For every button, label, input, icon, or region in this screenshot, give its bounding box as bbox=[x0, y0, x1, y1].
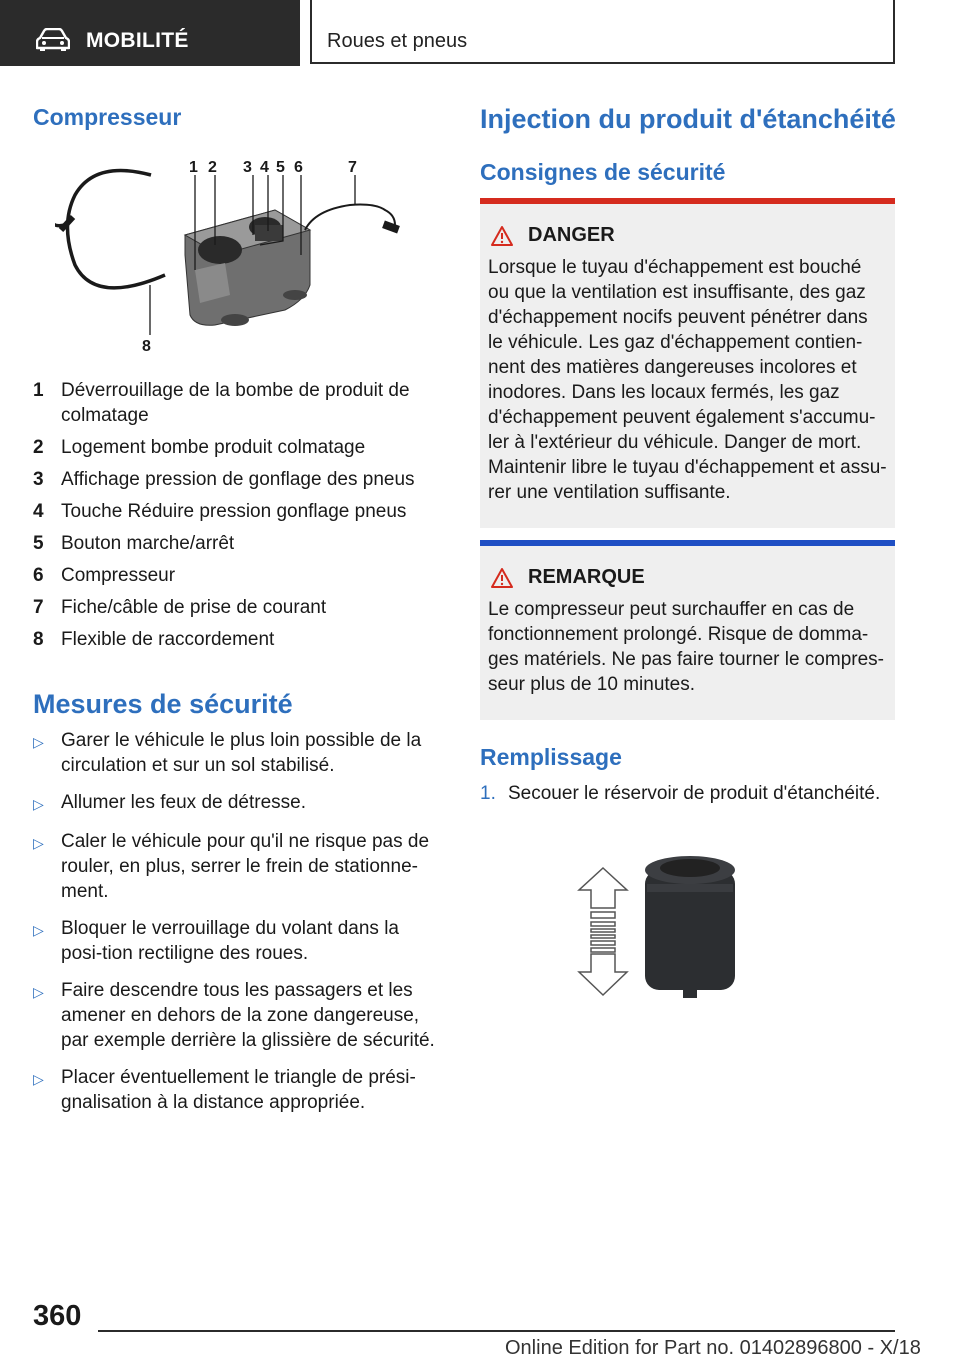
shake-canister-illustration bbox=[575, 850, 755, 1010]
callout-1: 1 bbox=[189, 159, 198, 176]
chapter-box bbox=[310, 0, 895, 64]
notice-bar bbox=[480, 540, 895, 546]
danger-text: Lorsque le tuyau d'échappement est bouché ou que la ventilation est insuffisante, des gaz d'échappement nocifs peuvent pénétrer dans le véhicule. Les gaz d'échappement contien‐nent des matières dangereuses incolores et inodores. Dans les locaux fermés, les gaz d'échappement peuvent également s'accumu‐ler à l'extérieur du véhicule. Danger de mort. Maintenir libre le tuyau d'échappement et assu‐rer une ventilation suffisante. bbox=[488, 257, 887, 503]
callout-7: 7 bbox=[348, 159, 357, 176]
danger-title: DANGER bbox=[490, 224, 887, 247]
safety-item: ▷ Placer éventuellement le triangle de prési‐gnalisation à la distance appropriée. bbox=[33, 1067, 416, 1113]
compressor-illustration bbox=[55, 155, 415, 360]
legend-item: 2 Logement bombe produit colmatage bbox=[33, 437, 366, 458]
page-header bbox=[0, 0, 960, 66]
safety-item: ▷ Faire descendre tous les passagers et les amener en dehors de la zone dangereuse, par exemple derrière la glissière de sécurité. bbox=[33, 980, 435, 1051]
compressor-legend bbox=[33, 378, 443, 659]
shake-arrow-icon bbox=[579, 868, 627, 995]
footer-divider bbox=[98, 1330, 895, 1332]
callout-4: 4 bbox=[260, 159, 269, 176]
bullet-triangle-icon: ▷ bbox=[33, 1071, 44, 1087]
callout-3: 3 bbox=[243, 159, 252, 176]
callout-8: 8 bbox=[142, 338, 151, 355]
bullet-triangle-icon: ▷ bbox=[33, 922, 44, 938]
callout-6: 6 bbox=[294, 159, 303, 176]
safety-list bbox=[33, 728, 445, 1127]
canister-shape bbox=[645, 856, 735, 998]
legend-item: 8 Flexible de raccordement bbox=[33, 629, 275, 650]
callout-2: 2 bbox=[208, 159, 217, 176]
legend-item: 1 Déverrouillage de la bombe de produit de colmatage bbox=[33, 380, 410, 426]
car-icon bbox=[36, 28, 70, 52]
notice-title: REMARQUE bbox=[490, 566, 887, 589]
filling-heading: Remplissage bbox=[480, 744, 622, 770]
danger-box bbox=[480, 198, 895, 528]
chapter-title: Roues et pneus bbox=[327, 30, 468, 52]
warning-triangle-icon bbox=[490, 225, 514, 247]
danger-bar bbox=[480, 198, 895, 204]
bullet-triangle-icon: ▷ bbox=[33, 835, 44, 851]
notice-text: Le compresseur peut surchauffer en cas de fonctionnement prolongé. Risque de domma‐ges matériels. Ne pas faire tourner le compres‐seur plus de 10 minutes. bbox=[488, 599, 884, 695]
legend-item: 4 Touche Réduire pression gonflage pneus bbox=[33, 501, 407, 522]
legend-item: 6 Compresseur bbox=[33, 565, 176, 586]
safety-item: ▷ Caler le véhicule pour qu'il ne risque pas de rouler, en plus, serrer le frein de stationne‐ment. bbox=[33, 831, 430, 902]
bullet-triangle-icon: ▷ bbox=[33, 984, 44, 1000]
page-number: 360 bbox=[33, 1300, 82, 1332]
step-item: 1. Secouer le réservoir de produit d'étanchéité. bbox=[480, 783, 881, 804]
bullet-triangle-icon: ▷ bbox=[33, 734, 44, 750]
legend-item: 3 Affichage pression de gonflage des pneus bbox=[33, 469, 415, 490]
callout-5: 5 bbox=[276, 159, 285, 176]
filling-steps bbox=[480, 781, 895, 806]
hose-shape bbox=[68, 171, 166, 288]
safety-instructions-heading: Consignes de sécurité bbox=[480, 159, 726, 185]
safety-item: ▷ Allumer les feux de détresse. bbox=[33, 790, 445, 817]
section-tab bbox=[0, 0, 300, 66]
safety-item: ▷ Garer le véhicule le plus loin possible de la circulation et sur un sol stabilisé. bbox=[33, 730, 422, 776]
notice-box bbox=[480, 540, 895, 720]
warning-triangle-icon bbox=[490, 567, 514, 589]
edition-text: Online Edition for Part no. 01402896800 - X/18 bbox=[505, 1337, 921, 1359]
legend-item: 5 Bouton marche/arrêt bbox=[33, 533, 235, 554]
compressor-heading: Compresseur bbox=[33, 104, 182, 130]
bullet-triangle-icon: ▷ bbox=[33, 796, 44, 812]
injection-heading: Injection du produit d'étanchéité bbox=[480, 104, 896, 134]
section-title: MOBILITÉ bbox=[86, 29, 189, 52]
safety-item: ▷ Bloquer le verrouillage du volant dans la posi‐tion rectiligne des roues. bbox=[33, 918, 399, 964]
safety-heading: Mesures de sécurité bbox=[33, 689, 293, 719]
legend-item: 7 Fiche/câble de prise de courant bbox=[33, 597, 327, 618]
